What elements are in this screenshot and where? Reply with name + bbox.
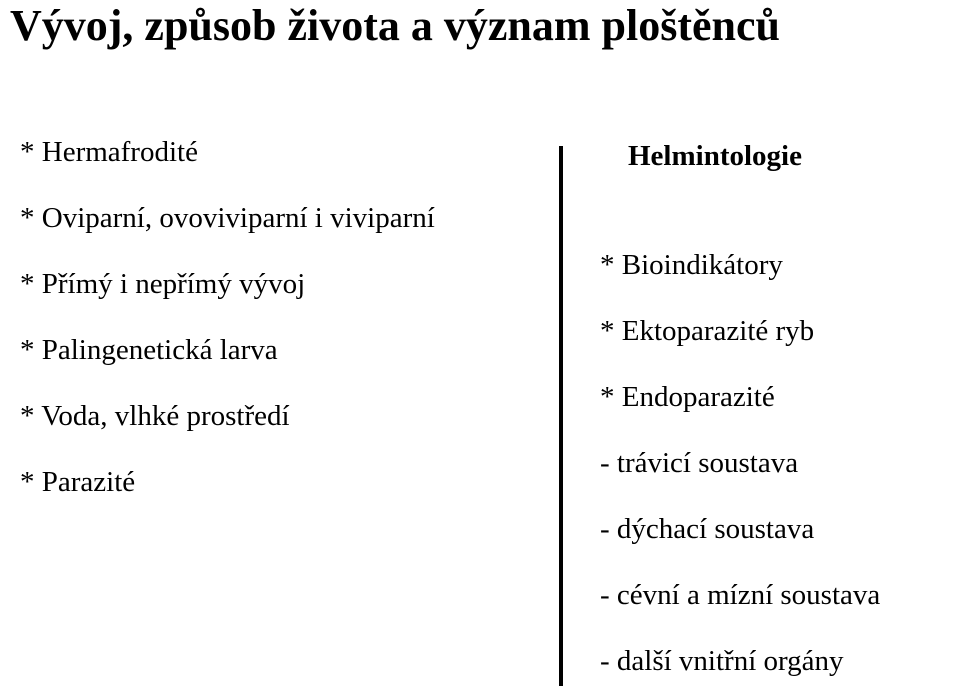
list-item: * Bioindikátory <box>600 249 783 281</box>
list-item: - trávicí soustava <box>600 447 799 479</box>
list-item: * Endoparazité <box>600 381 775 413</box>
list-item: * Ektoparazité ryb <box>600 315 815 347</box>
left-bullet-list <box>20 136 435 532</box>
right-column-heading: Helmintologie <box>628 140 802 172</box>
list-item: * Voda, vlhké prostředí <box>20 400 290 432</box>
list-item: * Parazité <box>20 466 136 498</box>
list-item: * Přímý i nepřímý vývoj <box>20 268 306 300</box>
list-item: * Palingenetická larva <box>20 334 278 366</box>
list-item: * Oviparní, ovoviviparní i viviparní <box>20 202 435 234</box>
page-title: Vývoj, způsob života a význam ploštěnců <box>10 1 781 50</box>
list-item: - další vnitřní orgány <box>600 645 844 677</box>
right-bullet-list <box>600 248 880 688</box>
list-item: - cévní a mízní soustava <box>600 579 881 611</box>
list-item: * Hermafrodité <box>20 136 198 168</box>
list-item: - dýchací soustava <box>600 513 815 545</box>
vertical-divider <box>559 146 563 686</box>
